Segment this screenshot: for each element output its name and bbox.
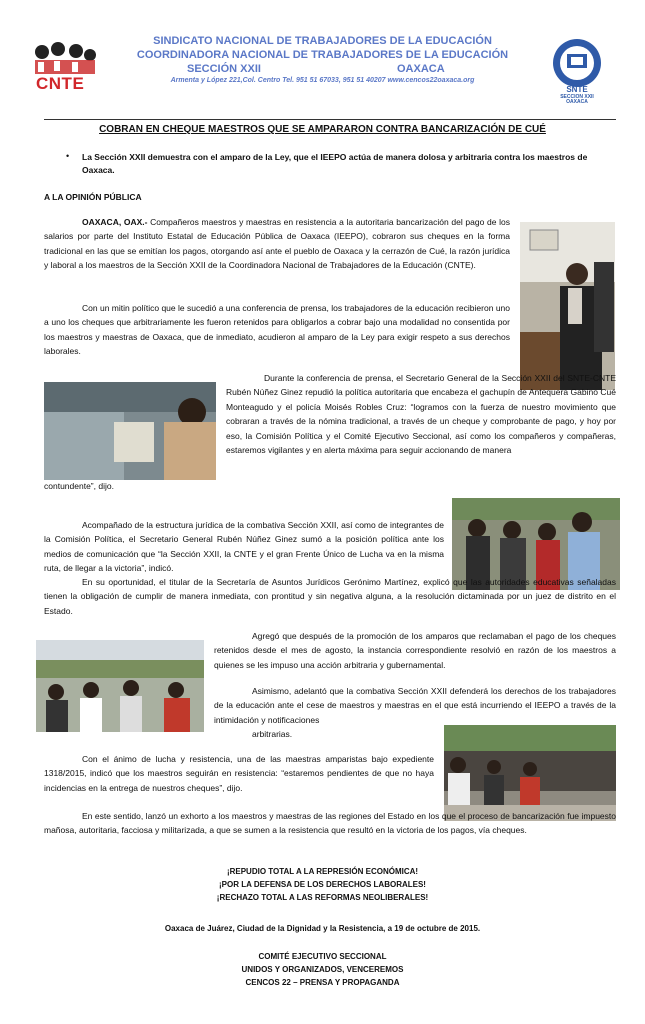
photo-rally-fists: [36, 640, 204, 732]
salutation: A LA OPINIÓN PÚBLICA: [44, 192, 142, 202]
coordinator-name: COORDINADORA NACIONAL DE TRABAJADORES DE LA EDUCACIÓN: [136, 49, 509, 61]
photo-crowd-rally: [444, 725, 616, 821]
slogans: [0, 865, 645, 904]
summary-bullet: La Sección XXII demuestra con el amparo de la Ley, que el IEEPO actúa de manera dolosa y arbitraria contra los maestros de Oaxaca.: [82, 152, 588, 175]
paragraph-4: Acompañado de la estructura jurídica de la combativa Sección XXII, así como de integrantes de la Comisión Política, el Secretario General Rubén Núñez Ginez sumó a la posición política ante los medios de comunicación que “la Sección XXII, la CNTE y el gran Frente Único de Lucha va en la misma ruta, de llegar a la victoria”, indicó.: [44, 520, 444, 574]
cnte-logo-text: CNTE: [36, 74, 85, 93]
signature-line-2: UNIDOS Y ORGANIZADOS, VENCEREMOS: [241, 965, 404, 974]
signature-line-1: COMITÉ EJECUTIVO SECCIONAL: [258, 952, 387, 961]
header-divider: [44, 119, 616, 120]
paragraph-1: [44, 215, 510, 273]
snte-logo-text: SNTE: [566, 85, 588, 94]
slogan-3: ¡RECHAZO TOTAL A LAS REFORMAS NEOLIBERALES!: [216, 893, 429, 902]
paragraph-7: Asimismo, adelantó que la combativa Sección XXII defenderá los derechos de los trabajadores de la educación ante el cese de maestros y maestras en el que está incurriendo el IEEPO a través de la intimidación y notificaciones: [214, 686, 616, 725]
paragraph-6: Agregó que después de la promoción de los amparos que reclamaban el pago de los cheques retenidos desde el mes de agosto, la instancia correspondiente resolvió en razón de los maestros a quienes se les impuso una acción arbitraria y gubernamental.: [214, 631, 616, 670]
bullet-marker: •: [66, 151, 70, 161]
photo-teacher-signing: [44, 382, 216, 480]
snte-logo-sub1: SECCION XXII: [560, 94, 594, 100]
paragraph-9: En este sentido, lanzó un exhorto a los maestros y maestras de las regiones del Estado en los que el proceso de bancarización fue impuesto mañosa, autoritaria, facciosa y militarizada, a que se sumen a la resistencia que resultó en la victoria de los pagos, vía cheques.: [44, 811, 616, 836]
paragraph-8: Con el ánimo de lucha y resistencia, una de las maestras amparistas bajo expediente 1318/2015, indicó que los maestros seguirán en resistencia: “estaremos pendientes de que no haya incidencias en la entrega de nuestros cheques”, dijo.: [44, 754, 434, 793]
slogan-2: ¡POR LA DEFENSA DE LOS DERECHOS LABORALES!: [219, 880, 426, 889]
photo-teacher-with-check: [520, 222, 615, 390]
paragraph-5: En su oportunidad, el titular de la Secretaría de Asuntos Jurídicos Gerónimo Martínez, explicó que las autoridades educativas señaladas tienen la obligación de cumplir de manera inmediata, con prontitud y sin negativa alguna, a la resolución dictaminada por un juez de distrito en el Estado.: [44, 577, 616, 616]
snte-logo-sub2: OAXACA: [566, 99, 588, 105]
paragraph-7-end: arbitrarias.: [252, 729, 293, 739]
snte-logo: [549, 38, 605, 105]
paragraph-3-end: contundente”, dijo.: [44, 481, 114, 491]
document-title: COBRAN EN CHEQUE MAESTROS QUE SE AMPARARON CONTRA BANCARIZACIÓN DE CUÉ: [99, 124, 546, 135]
paragraph-2: Con un mitin político que le sucedió a una conferencia de prensa, los trabajadores de la educación recibieron uno a uno los cheques que arbitrariamente les fueron retenidos para obligarlos a cobrar bajo una modalidad no consentida por los maestros y maestras de Oaxaca, que de inmediato, acudieron al amparo de la Ley para exigir respeto a sus derechos laborales.: [44, 303, 510, 357]
slogan-1: ¡REPUDIO TOTAL A LA REPRESIÓN ECONÓMICA!: [226, 867, 419, 876]
paragraph-3: Durante la conferencia de prensa, el Secretario General de la Sección XXII del SNTE-CNTE Rubén Núñez Ginez repudió la política autoritaria que encabeza el gachupín de Antequera Gabino Cué Monteagudo y el policía Moisés Robles Cruz: “logramos con la fuerza de nuestro movimiento que cobraran a través de la nómina tradicional, a través de un cheque y comprobante de pago, y hoy por eso, la Comisión Política y el Comité Ejecutivo Seccional, así como los compañeros y compañeras, estaremos vigilantes y en alerta máxima para seguir accionando de manera: [226, 373, 616, 456]
union-name: SINDICATO NACIONAL DE TRABAJADORES DE LA EDUCACIÓN: [153, 35, 492, 47]
signature-block: [0, 950, 645, 989]
state-label: OAXACA: [397, 63, 445, 75]
address-line: Armenta y López 221,Col. Centro Tel. 951 51 67033, 951 51 40207 www.cencos22oaxaca.org: [170, 77, 475, 84]
paragraph-1-body: Compañeros maestros y maestras en resistencia a la autoritaria bancarización del pago de los salarios por parte del Instituto Estatal de Educación Pública de Oaxaca (IEEPO), cobraron sus cheques en la forma tradicional en las que se emitían los pagos, otorgando así ante el pueblo de Oaxaca y la cerrazón de Cué, la razón jurídica y laboral a los maestros de la Sección XXII de la Coordinadora Nacional de Trabajadores de la Educación (CNTE).: [44, 217, 510, 271]
place-and-date: Oaxaca de Juárez, Ciudad de la Dignidad y la Resistencia, a 19 de octubre de 2015.: [164, 924, 481, 933]
signature-line-3: CENCOS 22 – PRENSA Y PROPAGANDA: [245, 978, 400, 987]
section-label: SECCIÓN XXII: [187, 63, 261, 75]
dateline: OAXACA, OAX.-: [82, 217, 148, 227]
